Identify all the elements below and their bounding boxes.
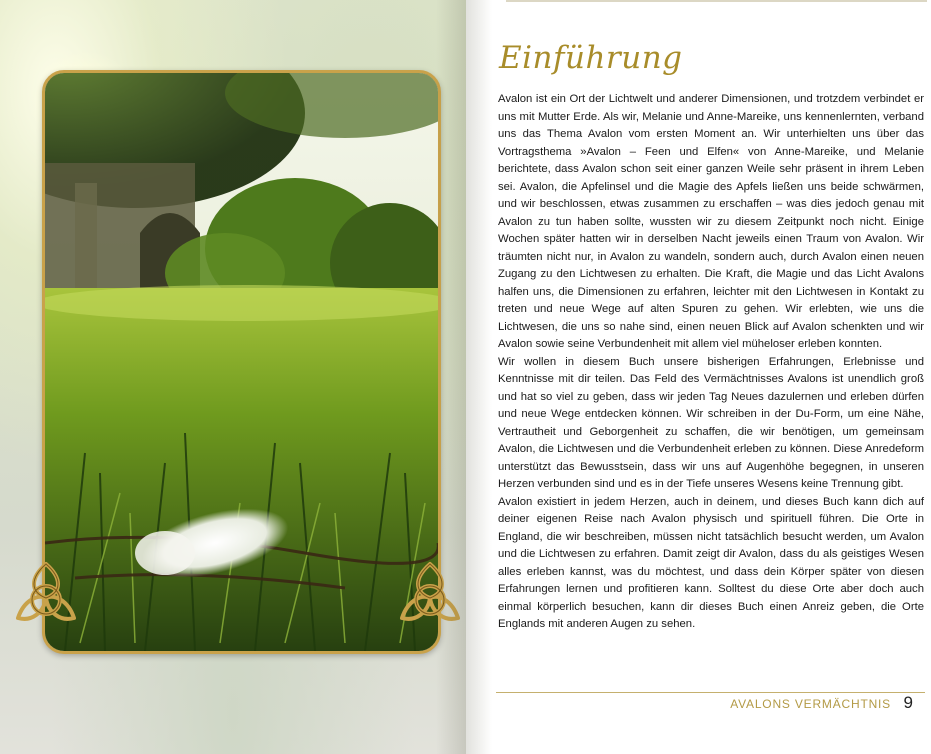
- body-text: [498, 91, 924, 634]
- celtic-knot-icon: [394, 558, 466, 630]
- running-head: AVALONS VERMÄCHTNIS: [730, 697, 891, 711]
- celtic-knot-icon: [10, 558, 82, 630]
- right-page: [466, 0, 931, 754]
- photo-frame: [42, 70, 441, 654]
- page-number: 9: [903, 693, 913, 712]
- footer-divider: [496, 692, 925, 693]
- paragraph: Wir wollen in diesem Buch unsere bisherigen Erfahrungen, Erlebnisse und Kenntnisse mit dir teilen. Das Feld des Vermächtnisses Avalons ist unendlich groß und hat so viel zu geben, dass wir jeden Tag Neues dazulernen und erleben dürfen und neue Wege entdecken können. Wir schreiben in der Du-Form, um eine Nähe, Vertrautheit und Geborgenheit zu schaffen, die wir benötigen, um gemeinsam Avalon, die Lichtwesen und die Verbundenheit erleben zu können. Diese Anredeform unterstützt das Bewusstsein, dass wir uns auf Augenhöhe begegnen, in unseren Herzen verbunden sind und es in der Tiefe unseres Wesens keine Trennung gibt.: [498, 355, 924, 490]
- paragraph: Avalon existiert in jedem Herzen, auch in deinem, und dieses Buch kann dich auf deiner eigenen Reise nach Avalon physisch und spirituell führen. Die Orte in England, die wir beschreiben, müssen nicht tatsächlich besucht werden, um Avalon und die Lichtwesen zu erfahren. Damit zeigt dir Avalon, dass du als geistiges Wesen alles erleben kannst, was du möchtest, und dass dein Körper später von diesen Erfahrungen lernen und profitieren kann. Solltest du diese Orte aber doch auch einmal körperlich besuchen, kann dir dieses Buch einen Anreiz geben, die Orte Englands mit anderen Augen zu sehen.: [498, 495, 924, 630]
- chapter-title: Einführung: [499, 40, 683, 76]
- forest-ruin-photo: [45, 73, 438, 651]
- paragraph: Avalon ist ein Ort der Lichtwelt und anderer Dimensionen, und trotzdem verbindet er uns mit Mutter Erde. Als wir, Melanie und Anne-Mareike, uns kennenlernten, verband uns das Thema Avalon vom ersten Moment an. Wir unterhielten uns über das Vortragsthema »Avalon – Feen und Elfen« von Anne-Mareike, und Melanie berichtete, dass Avalon schon seit einer ganzen Weile sehr präsent in ihrem Leben sei. Avalon, die Apfelinsel und die Magie des Apfels ließen uns beide schwärmen, und wir beschlossen, etwas zusammen zu erschaffen – was dies jedoch genau mit Avalon zu tun haben sollte, wussten wir zu diesem Zeitpunkt noch nicht. Einige Wochen später hatten wir in derselben Nacht jeweils einen Traum von Avalon. Wir träumten nicht nur, in Avalon zu wandeln, sondern auch, durch Avalon einen neuen Zugang zu den Lichtwesen zu erhalten. Die Kraft, die Magie und das Licht Avalons halfen uns, die Dimensionen zu erfahren, leichter mit den Lichtwesen in Kontakt zu treten und neue Wege auf alten Spuren zu gehen. Wir erlebten, wie uns die Lichtwesen, die uns so nahe sind, einen neuen Blick auf Avalon schenkten und wir Avalon sowie seine Verbundenheit mit allem viel müheloser erleben konnten.: [498, 93, 924, 350]
- top-divider: [506, 0, 927, 2]
